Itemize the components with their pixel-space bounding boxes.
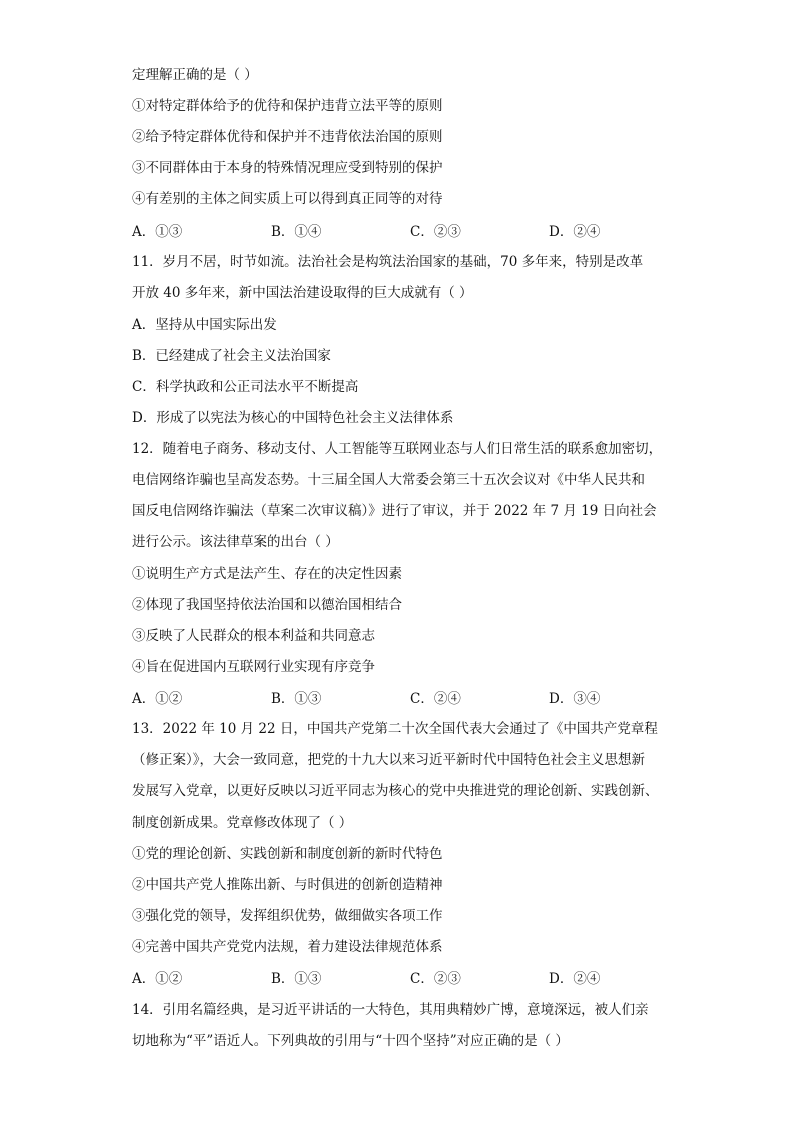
q12-option-b: B．①③	[271, 691, 322, 707]
q12-statement-1: ①说明生产方式是法产生、存在的决定性因素	[132, 566, 402, 582]
q13-statement-2: ②中国共产党人推陈出新、与时俱进的创新创造精神	[132, 877, 443, 893]
q13-statement-4: ④完善中国共产党党内法规，着力建设法律规范体系	[132, 939, 443, 955]
q12-stem-line-2: 电信网络诈骗也呈高发态势。十三届全国人大常委会第三十五次会议对《中华人民共和	[132, 472, 645, 488]
q10-option-d: D．②④	[549, 224, 601, 240]
q12-statement-2: ②体现了我国坚持依法治国和以德治国相结合	[132, 597, 402, 613]
q11-choice-d: D．形成了以宪法为核心的中国特色社会主义法律体系	[132, 410, 454, 426]
q10-statement-3: ③不同群体由于本身的特殊情况理应受到特别的保护	[132, 160, 443, 176]
q10-stem: 定理解正确的是（ ）	[132, 67, 258, 83]
q12-stem-line-3: 国反电信网络诈骗法（草案二次审议稿）》进行了审议，并于 2022 年 7 月 19 日向社会	[132, 503, 657, 519]
q11-stem-line-2: 开放 40 多年来，新中国法治建设取得的巨大成就有（ ）	[132, 285, 473, 301]
q14-stem-line-2: 切地称为“平”语近人。下列典故的引用与“十四个坚持”对应正确的是（ ）	[132, 1033, 569, 1049]
q10-statement-4: ④有差别的主体之间实质上可以得到真正同等的对待	[132, 191, 443, 207]
q13-option-c: C．②③	[410, 971, 461, 987]
q13-statement-1: ①党的理论创新、实践创新和制度创新的新时代特色	[132, 846, 443, 862]
q13-option-a: A．①②	[132, 971, 183, 987]
q13-stem-line-2: （修正案）》，大会一致同意，把党的十九大以来习近平新时代中国特色社会主义思想新	[132, 752, 645, 768]
q10-option-c: C．②③	[410, 224, 461, 240]
q11-choice-a: A．坚持从中国实际出发	[132, 317, 277, 333]
q12-option-c: C．②④	[410, 691, 461, 707]
q11-stem-line-1: 11．岁月不居，时节如流。法治社会是构筑法治国家的基础，70 多年来，特别是改革	[132, 254, 644, 270]
q13-stem-line-3: 发展写入党章，以更好反映以习近平同志为核心的党中央推进党的理论创新、实践创新、	[132, 783, 659, 799]
q14-stem-line-1: 14．引用名篇经典，是习近平讲话的一大特色，其用典精妙广博，意境深远，被人们亲	[132, 1002, 649, 1018]
q10-option-a: A．①③	[132, 224, 183, 240]
q13-stem-line-1: 13．2022 年 10 月 22 日，中国共产党第二十次全国代表大会通过了《中国共产党章程	[132, 721, 658, 737]
q13-option-b: B．①③	[271, 971, 322, 987]
q13-option-d: D．②④	[549, 971, 601, 987]
q12-option-a: A．①②	[132, 691, 183, 707]
q13-options	[132, 969, 672, 989]
q11-choice-c: C．科学执政和公正司法水平不断提高	[132, 379, 359, 395]
q12-stem-line-4: 进行公示。该法律草案的出台（ ）	[132, 534, 339, 550]
q13-stem-line-4: 制度创新成果。党章修改体现了（ ）	[132, 815, 353, 831]
q11-choice-b: B．已经建成了社会主义法治国家	[132, 348, 331, 364]
q10-options	[132, 222, 672, 242]
q10-statement-2: ②给予特定群体优待和保护并不违背依法治国的原则	[132, 129, 443, 145]
q12-statement-3: ③反映了人民群众的根本利益和共同意志	[132, 628, 375, 644]
q12-options	[132, 689, 672, 709]
q12-option-d: D．③④	[549, 691, 601, 707]
q13-statement-3: ③强化党的领导，发挥组织优势，做细做实各项工作	[132, 908, 443, 924]
q10-option-b: B．①④	[271, 224, 322, 240]
q12-statement-4: ④旨在促进国内互联网行业实现有序竞争	[132, 659, 375, 675]
q10-statement-1: ①对特定群体给予的优待和保护违背立法平等的原则	[132, 98, 443, 114]
q12-stem-line-1: 12．随着电子商务、移动支付、人工智能等互联网业态与人们日常生活的联系愈加密切，	[132, 441, 663, 457]
